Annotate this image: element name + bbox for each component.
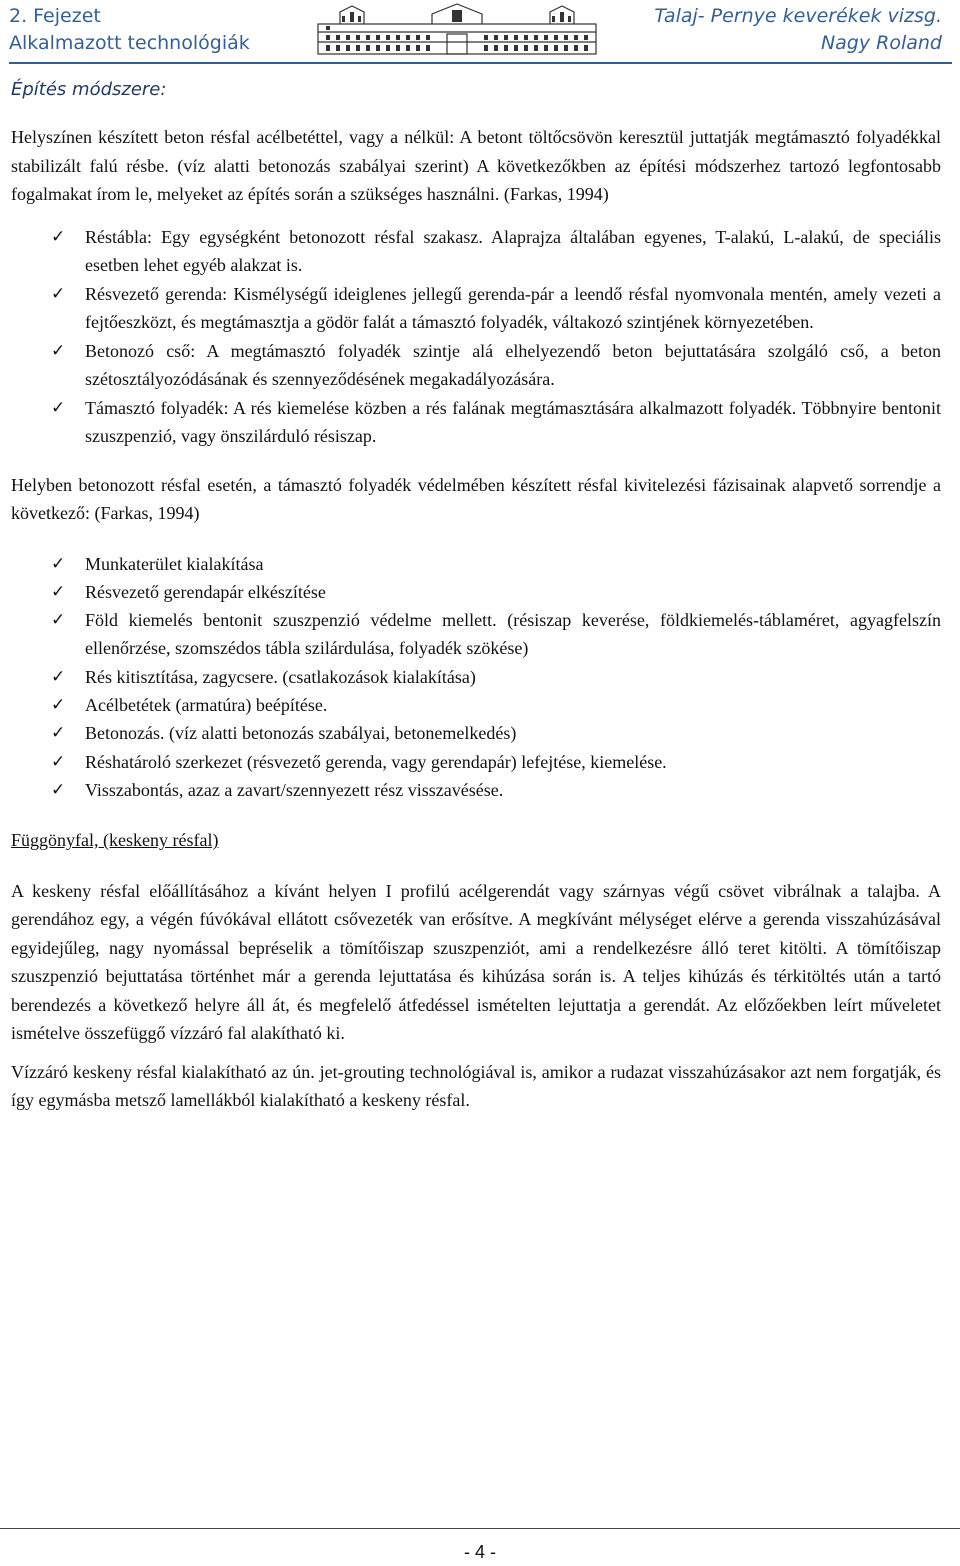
list-item: ✓ Réshatároló szerkezet (résvezető gerenda, vagy gerendapár) lefejtése, kiemelése.: [11, 748, 941, 776]
check-icon: ✓: [51, 283, 66, 304]
check-icon: ✓: [51, 397, 66, 418]
footer-rule: [0, 1528, 960, 1529]
intro-paragraph: Helyszínen készített beton résfal acélbetéttel, vagy a nélkül: A betont töltőcsövön keresztül juttatják megtámasztó folyadékkal stabilizált falú résbe. (víz alatti betonozás szabályai szerint) A következőkben az építési módszerhez tartozó legfontosabb fogalmakat írom le, melyeket az építés során a szükséges használni. (Farkas, 1994): [11, 127, 941, 204]
header-left: [9, 3, 250, 57]
phases-intro-paragraph: Helyben betonozott résfal esetén, a támasztó folyadék védelmében készített résfal kivitelezési fázisainak alapvető sorrendje a következő: (Farkas, 1994): [11, 474, 941, 523]
list-item: ✓ Résvezető gerenda: Kismélységű ideiglenes jellegű gerenda-pár a leendő résfal nyomvonala mentén, amely vezeti a fejtőeszközt, és megtámasztja a gödör falát a támasztó folyadék, váltakozó szintjének környezetében.: [11, 280, 941, 337]
list-item: ✓ Visszabontás, azaz a zavart/szennyezett rész visszavésése.: [11, 776, 941, 804]
check-icon: ✓: [51, 553, 66, 574]
list-item: ✓ Betonozó cső: A megtámasztó folyadék szintje alá elhelyezendő beton bejuttatására szolgáló cső, a beton szétosztályozódásának és szennyeződésének megakadályozására.: [11, 337, 941, 394]
jet-grouting-paragraph: Vízzáró keskeny résfal kialakítható az ún. jet-grouting technológiával is, amikor a rudazat visszahúzásakor azt nem forgatják, és így egymásba metsző lamellákból kialakítható a keskeny résfal.: [11, 1061, 941, 1111]
page-number: - 4 -: [463, 1542, 496, 1562]
page-header: [0, 0, 960, 62]
header-right: [654, 3, 942, 57]
check-icon: ✓: [51, 779, 66, 800]
check-icon: ✓: [51, 340, 66, 361]
list-item: ✓ Acélbetétek (armatúra) beépítése.: [11, 691, 941, 719]
list-item: ✓ Résvezető gerendapár elkészítése: [11, 578, 941, 606]
section-subheading: Függönyfal, (keskeny résfal): [11, 830, 219, 851]
university-building-logo: [312, 2, 602, 56]
phases-list: [11, 550, 941, 805]
page-content: [11, 78, 941, 1115]
header-rule: [9, 62, 952, 64]
header-author: Nagy Roland: [820, 32, 942, 54]
method-title: Építés módszere:: [11, 79, 167, 100]
check-icon: ✓: [51, 610, 66, 631]
check-icon: ✓: [51, 723, 66, 744]
check-icon: ✓: [51, 694, 66, 715]
list-item: ✓ Betonozás. (víz alatti betonozás szabályai, betonemelkedés): [11, 719, 941, 747]
list-item: ✓ Rés kitisztítása, zagycsere. (csatlakozások kialakítása): [11, 663, 941, 691]
header-topic: Talaj- Pernye keverékek vizsg.: [654, 5, 942, 27]
list-item: ✓ Föld kiemelés bentonit szuszpenzió védelme mellett. (résiszap keverése, földkiemelés-táblaméret, agyagfelszín ellenőrzése, szomszédos tábla szilárdulása, folyadék szökése): [11, 606, 941, 663]
list-item: ✓ Réstábla: Egy egységként betonozott résfal szakasz. Alaprajza általában egyenes, T-alakú, L-alakú, de speciális esetben lehet egyéb alakzat is.: [11, 223, 941, 280]
check-icon: ✓: [51, 226, 66, 247]
header-chapter: 2. Fejezet: [9, 5, 101, 27]
check-icon: ✓: [51, 666, 66, 687]
list-item: ✓ Támasztó folyadék: A rés kiemelése közben a rés falának megtámasztására alkalmazott folyadék. Többnyire bentonit szuszpenzió, vagy önszilárduló résiszap.: [11, 394, 941, 451]
check-icon: ✓: [51, 581, 66, 602]
narrow-wall-paragraph: A keskeny résfal előállításához a kívánt helyen I profilú acélgerendát vagy szárnyas végű csövet vibrálnak a talajba. A gerendához egy, a végén fúvókával ellátott csővezeték van erősítve. A megkívánt mélységet elérve a gerenda visszahúzásával egyidejűleg, nagy nyomással bepréselik a tömítőiszap szuszpenziót, ami a rendelkezésre álló teret kitölti. A tömítőiszap szuszpenzió bejuttatása történhet már a gerenda lejuttatása és kihúzása során is. A teljes kihúzás és térkitöltés után a tartó berendezés a következő helyre áll át, és megfelelő átfedéssel ismételten lejuttatja a gerendát. Az előzőekben leírt műveletet ismételve összefüggő vízzáró fal alakítható ki.: [11, 880, 941, 1044]
check-icon: ✓: [51, 751, 66, 772]
list-item: ✓ Munkaterület kialakítása: [11, 550, 941, 578]
header-section: Alkalmazott technológiák: [9, 32, 250, 54]
definitions-list: [11, 223, 941, 451]
